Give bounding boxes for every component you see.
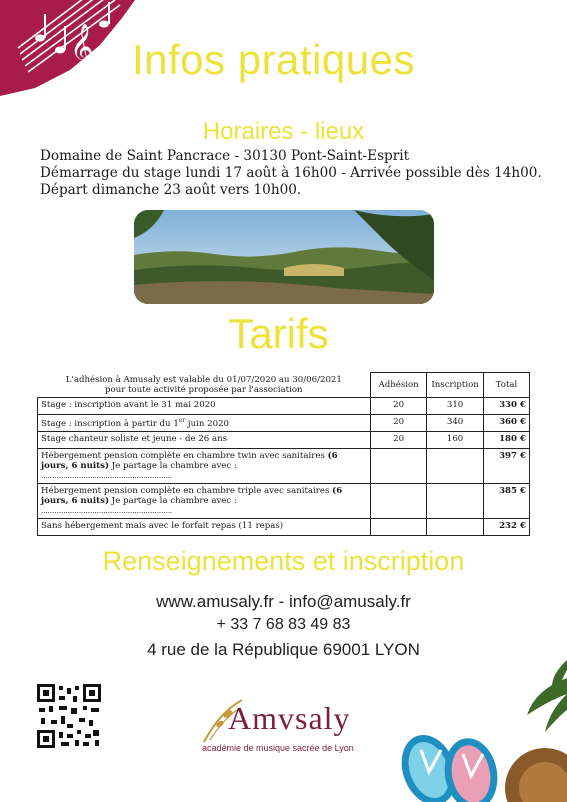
landscape-photo (134, 210, 434, 304)
row-total: 385 € (484, 483, 530, 518)
beach-items-decoration (395, 660, 567, 802)
section-heading-renseignements: Renseignements et inscription (102, 546, 465, 576)
col-inscription: Inscription (427, 373, 484, 398)
row-adhesion: 20 (371, 414, 427, 431)
row-adhesion: 20 (371, 431, 427, 448)
price-table (37, 372, 530, 536)
table-row (38, 397, 530, 414)
table-row (38, 448, 530, 483)
row-total: 180 € (484, 431, 530, 448)
adhesion-validity-note: L'adhésion à Amusaly est valable du 01/07/2020 au 30/06/2021 pour toute activité proposée par l'association (65, 374, 342, 395)
row-label: Stage : inscription à partir du 1er juin 2020 (38, 414, 371, 431)
row-adhesion (371, 518, 427, 535)
phone-number[interactable]: + 33 7 68 83 49 83 (216, 616, 351, 633)
row-inscription (427, 483, 484, 518)
row-adhesion (371, 483, 427, 518)
table-row (38, 518, 530, 535)
row-inscription: 160 (427, 431, 484, 448)
row-total: 232 € (484, 518, 530, 535)
svg-text:𝄞: 𝄞 (70, 24, 94, 70)
logo-wordmark: Amvsaly (228, 700, 351, 736)
row-label: Stage : inscription avant le 31 mai 2020 (38, 397, 371, 414)
row-label: Hébergement pension complète en chambre triple avec sanitaires (6 jours, 6 nuits) Je partage la chambre avec : ........................................................... (38, 483, 371, 518)
row-label: Stage chanteur soliste et jeune - de 26 ans (38, 431, 371, 448)
row-inscription: 340 (427, 414, 484, 431)
col-adhesion: Adhésion (371, 373, 427, 398)
row-inscription (427, 518, 484, 535)
page-title: Infos pratiques (131, 36, 415, 83)
table-row (38, 483, 530, 518)
row-adhesion: 20 (371, 397, 427, 414)
section-heading-tarifs: Tarifs (228, 310, 329, 357)
col-total: Total (484, 373, 530, 398)
section-heading-horaires: Horaires - lieux (202, 118, 365, 145)
table-row (38, 431, 530, 448)
start-line: Démarrage du stage lundi 17 août à 16h00 - Arrivée possible dès 14h00. (40, 165, 542, 181)
row-label: Sans hébergement mais avec le forfait repas (11 repas) (38, 518, 371, 535)
end-line: Départ dimanche 23 août vers 10h00. (40, 182, 302, 198)
website-email[interactable]: www.amusaly.fr - info@amusaly.fr (156, 592, 411, 611)
row-inscription (427, 448, 484, 483)
table-header-row (38, 373, 530, 398)
row-label: Hébergement pension complète en chambre twin avec sanitaires (6 jours, 6 nuits) Je partage la chambre avec : ........................................................... (38, 448, 371, 483)
postal-address: 4 rue de la République 69001 LYON (147, 640, 420, 659)
row-inscription: 310 (427, 397, 484, 414)
row-total: 330 € (484, 397, 530, 414)
row-total: 360 € (484, 414, 530, 431)
qr-code[interactable] (37, 684, 101, 748)
table-row (38, 414, 530, 431)
venue-line: Domaine de Saint Pancrace - 30130 Pont-Saint-Esprit (40, 148, 410, 164)
row-total: 397 € (484, 448, 530, 483)
logo-tagline: académie de musique sacrée de Lyon (202, 743, 354, 753)
row-adhesion (371, 448, 427, 483)
